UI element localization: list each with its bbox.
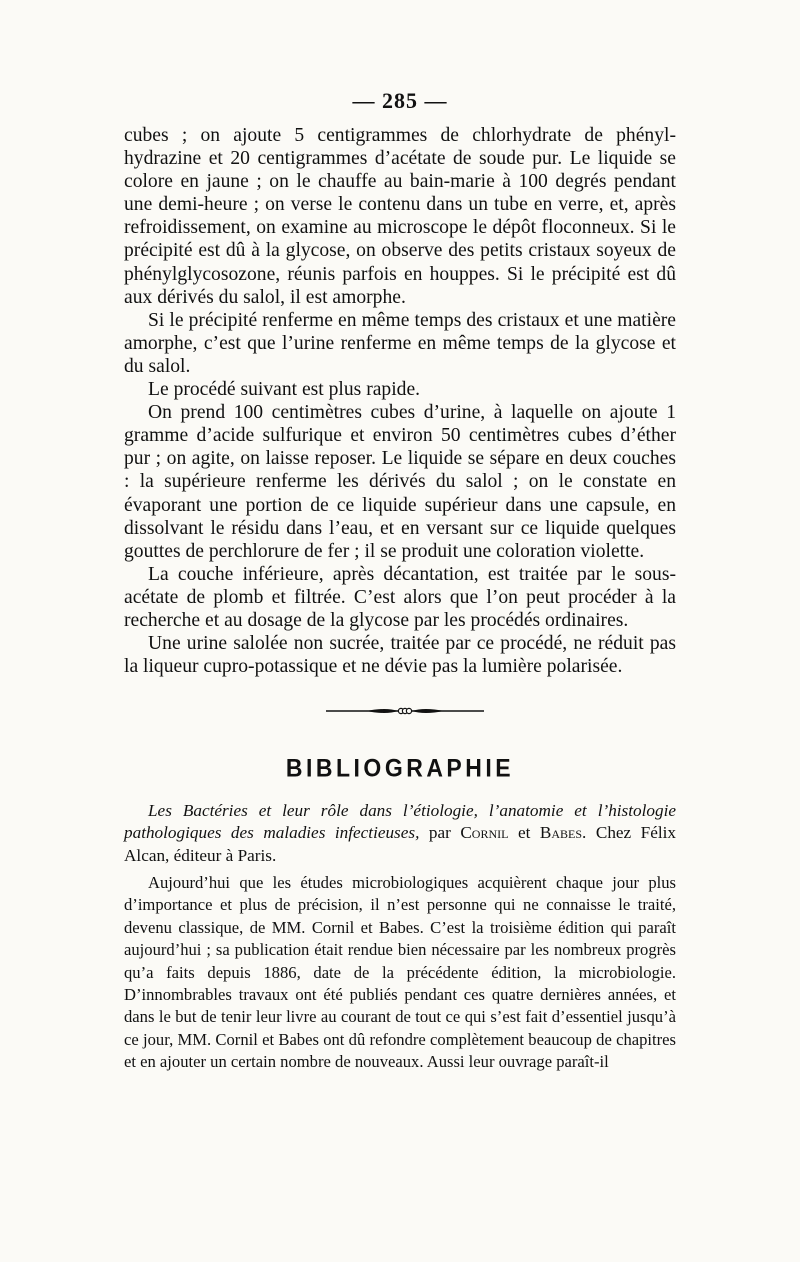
reference-publisher: . Chez Félix Alcan, éditeur à Paris. <box>124 823 677 865</box>
paragraph: La couche inférieure, après décantation, est traitée par le sous-acétate de plomb et filtrée. C’est alors que l’on peut procéder à la recherche et au dosage de la glycose par les procédés ordinaires. <box>124 563 676 631</box>
bibliography-reference <box>124 800 676 867</box>
reference-and: et <box>508 823 540 843</box>
main-text <box>124 124 676 678</box>
paragraph: Le procédé suivant est plus rapide. <box>148 379 421 401</box>
paragraph: Une urine salolée non sucrée, traitée par ce procédé, ne réduit pas la liqueur cupro-potassique et ne dévie pas la lumière polarisée. <box>124 633 676 678</box>
page-number: — 285 — <box>352 88 448 113</box>
reference-by: par <box>419 823 461 843</box>
section-title: BIBLIOGRAPHIE <box>285 753 515 782</box>
paragraph: cubes ; on ajoute 5 centigrammes de chlorhydrate de phényl-hydrazine et 20 centigrammes d’acétate de soude pur. Le liquide se colore en jaune ; on le chauffe au bain-marie à 100 degrés pendant une demi-heure ; on verse le contenu dans un tube en verre, et, après refroidissement, on examine au microscope le dépôt floconneux. Si le précipité est dû à la glycose, on observe des petits cristaux soyeux de phénylglycosozone, réunis parfois en houppes. Si le précipité est dû aux dérivés du salol, il est amorphe. <box>124 125 676 308</box>
reference-title: Les Bactéries et leur rôle dans l’étiologie, l’anatomie et l’histologie pathologiques des maladies infectieuses, <box>124 801 676 843</box>
reference-author: Babes <box>539 823 583 843</box>
paragraph: On prend 100 centimètres cubes d’urine, à laquelle on ajoute 1 gramme d’acide sulfurique et environ 50 centimètres cubes d’éther pur ; on agite, on laisse reposer. Le liquide se sépare en deux couches : la supérieure renferme les dérivés du salol ; on le constate en évaporant une portion de ce liquide supérieur dans une capsule, en dissolvant le résidu dans l’eau, et en versant sur ce liquide quelques gouttes de perchlorure de fer ; il se produit une coloration violette. <box>124 402 676 562</box>
reference-author: Cornil <box>460 823 509 843</box>
paragraph: Si le précipité renferme en même temps des cristaux et une matière amorphe, c’est que l’urine renferme en même temps de la glycose et du salol. <box>124 309 676 377</box>
review-paragraph: Aujourd’hui que les études microbiologiques acquièrent chaque jour plus d’importance et plus de précision, il n’est personne qui ne connaisse le traité, devenu classique, de MM. Cornil et Babes. C’est la troisième édition qui paraît aujourd’hui ; sa publication était rendue bien nécessaire par les nombreux progrès qu’a faits depuis 1886, date de la précédente édition, la microbiologie. D’innombrables travaux ont été publiés pendant ces quatre dernières années, et dans le but de tenir leur livre au courant de tout ce qui s’est fait d’essentiel jusqu’à ce jour, MM. Cornil et Babes ont dû refondre complètement beaucoup de chapitres et en ajouter un certain nombre de nouveaux. Aussi leur ouvrage paraît-il <box>124 873 676 1072</box>
section-divider-ornament <box>326 704 484 718</box>
